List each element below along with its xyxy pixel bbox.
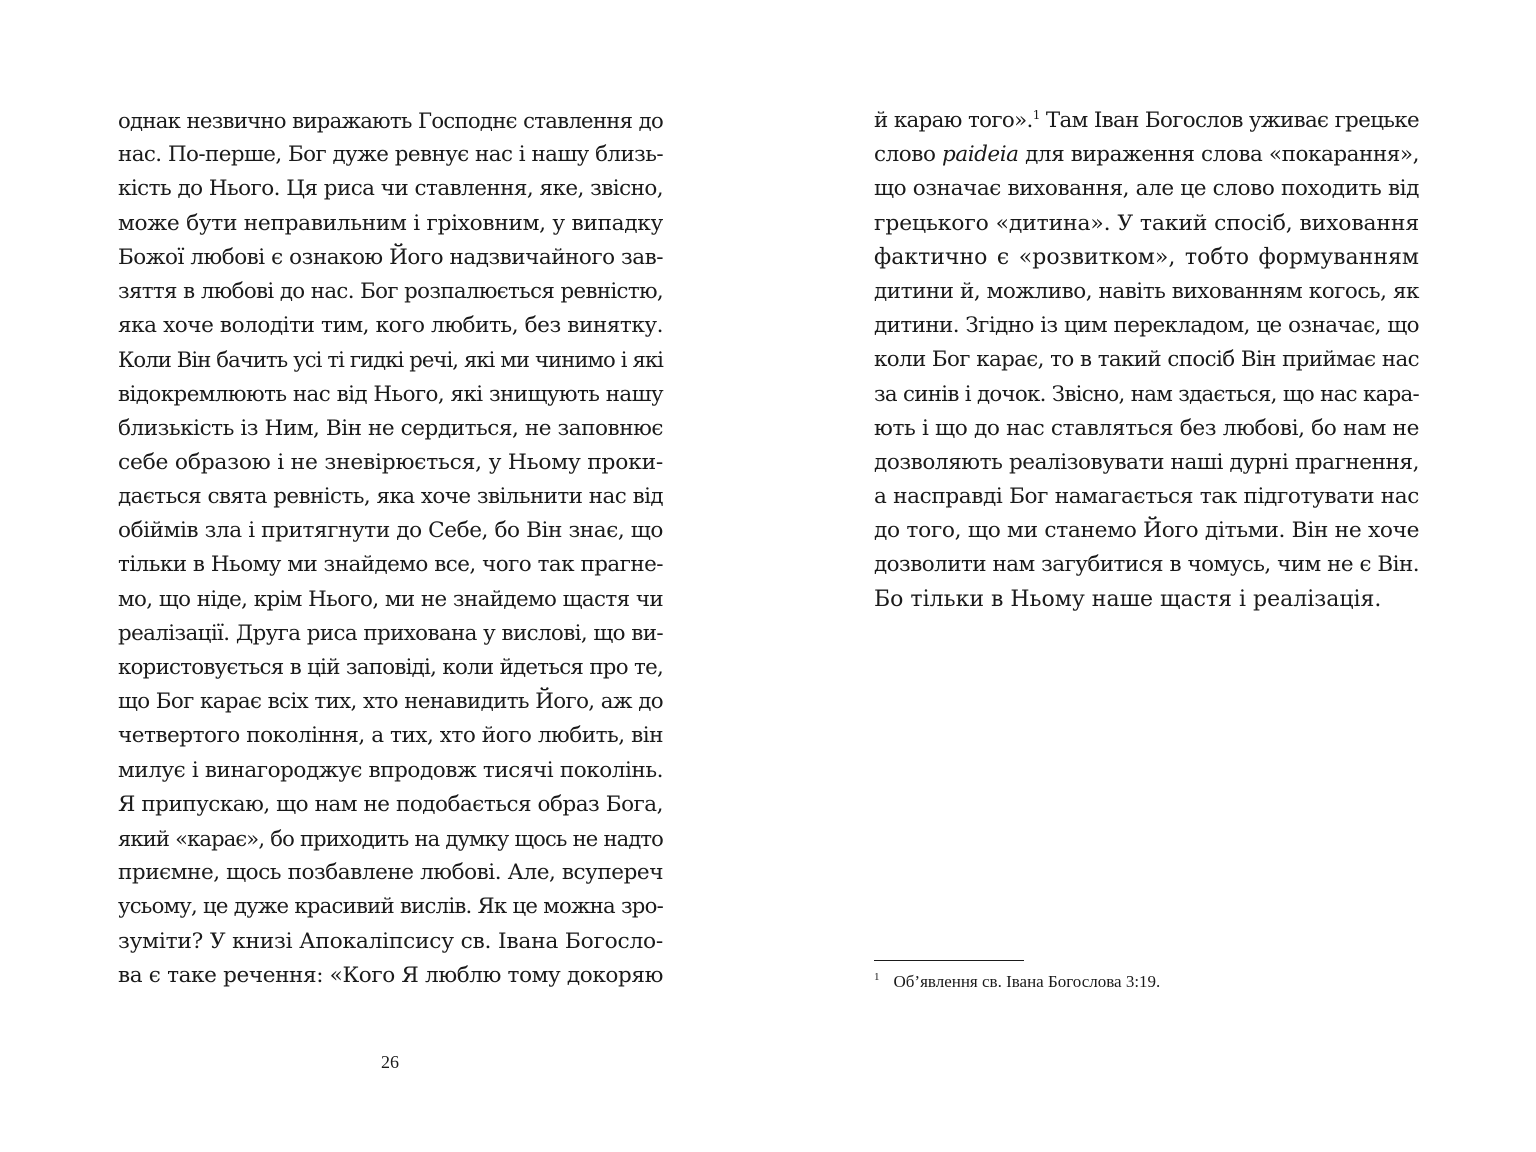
- text-line: до того, що ми станемо Його дітьми. Він не хоче: [874, 518, 1420, 544]
- text-line: фактично є «розвитком», тобто формуванням: [874, 244, 1419, 270]
- text-line: нас. По-перше, Бог дуже ревнує нас і нашу близь-: [118, 142, 663, 168]
- text-line: мо, що ніде, крім Нього, ми не знайдемо щастя чи: [118, 586, 663, 612]
- text-line: дається свята ревність, яка хоче звільнити нас від: [118, 484, 663, 510]
- text-line: кість до Нього. Ця риса чи ставлення, яке, звісно,: [118, 176, 663, 202]
- text-line: Бо тільки в Ньому наше щастя і реалізація.: [874, 586, 1382, 612]
- text-line: коли Бог карає, то в такий спосіб Він приймає нас: [874, 347, 1419, 373]
- text-line: приємне, щось позбавлене любові. Але, всупереч: [118, 860, 663, 886]
- text-line: відокремлюють нас від Нього, які знищують нашу: [118, 381, 663, 407]
- text-line: дозволяють реалізовувати наші дурні прагнення,: [874, 449, 1419, 475]
- right-page: [768, 0, 1536, 1152]
- footnote-text: Об’явлення св. Івана Богослова 3:19.: [893, 972, 1161, 991]
- footnote-number: 1: [874, 971, 880, 984]
- text-segment: слово: [874, 142, 943, 168]
- text-line: що означає виховання, але це слово походить від: [874, 176, 1419, 202]
- text-line: [874, 104, 1419, 138]
- text-line: ва є таке речення: «Кого Я люблю тому докоряю: [118, 962, 663, 988]
- text-line: четвертого покоління, а тих, хто його любить, він: [118, 723, 663, 749]
- text-line: який «карає», бо приходить на думку щось не надто: [118, 825, 663, 851]
- text-line: зуміти? У книзі Апокаліпсису св. Івана Богослo-: [118, 928, 663, 954]
- text-line: Божої любові є ознакою Його надзвичайного зав-: [118, 244, 663, 270]
- text-line: усьому, це дуже красивий вислів. Як це можна зро-: [118, 894, 663, 920]
- page-number: 26: [381, 1052, 399, 1072]
- text-segment: й караю того».: [874, 108, 1033, 133]
- text-line: близькість із Ним, Він не сердиться, не заповнює: [118, 415, 663, 441]
- text-line: а насправді Бог намагається так підготувати нас: [874, 484, 1419, 510]
- text-line: себе образою і не зневірюється, у Ньому проки-: [118, 449, 663, 475]
- text-line: милує і винагороджує впродовж тисячі поколінь.: [118, 757, 663, 783]
- text-line: обіймів зла і притягнути до Себе, бо Він знає, що: [118, 518, 663, 544]
- text-line: дитини. Згідно із цим перекладом, це означає, що: [874, 313, 1419, 339]
- text-line: що Бог карає всіх тих, хто ненавидить Його, аж до: [118, 689, 663, 715]
- text-line: зяття в любові до нас. Бог розпалюється ревністю,: [118, 278, 663, 304]
- right-body-text: [874, 104, 1419, 617]
- text-line: яка хоче володіти тим, кого любить, без винятку.: [118, 313, 663, 339]
- text-line: користовується в цій заповіді, коли йдеться про те,: [118, 655, 663, 680]
- text-line: Коли Він бачить усі ті гидкі речі, які ми чинимо і які: [118, 347, 663, 373]
- text-line: тільки в Ньому ми знайдемо все, чого так прагне-: [118, 552, 663, 578]
- text-segment: для вираження слова «покарання»,: [1018, 142, 1419, 168]
- text-line: однак незвично виражають Господнє ставлення до: [118, 108, 663, 133]
- text-line: Я припускаю, що нам не подобається образ Бога,: [118, 791, 663, 817]
- text-line: за синів і дочок. Звісно, нам здається, що нас кара-: [874, 381, 1419, 407]
- text-line: дитини й, можливо, навіть вихованням когось, як: [874, 278, 1419, 304]
- italic-term: paideia: [942, 142, 1019, 168]
- text-line: реалізації. Друга риса прихована у вислові, що ви-: [118, 620, 663, 646]
- text-segment: Там Іван Богослов уживає грецьке: [1039, 108, 1419, 133]
- text-line: ють і що до нас ставляться без любові, бо нам не: [874, 415, 1419, 441]
- text-line: [874, 138, 1419, 172]
- left-body-text: [118, 104, 663, 993]
- footnote-divider: [874, 960, 1024, 961]
- footnote-reference: 1: [1032, 107, 1040, 122]
- text-line: дозволити нам загубитися в чомусь, чим не є Він.: [874, 552, 1419, 578]
- text-line: грецького «дитина». У такий спосіб, виховання: [874, 210, 1419, 236]
- text-line: може бути неправильним і гріховним, у випадку: [118, 210, 663, 236]
- footnote: [874, 970, 1419, 994]
